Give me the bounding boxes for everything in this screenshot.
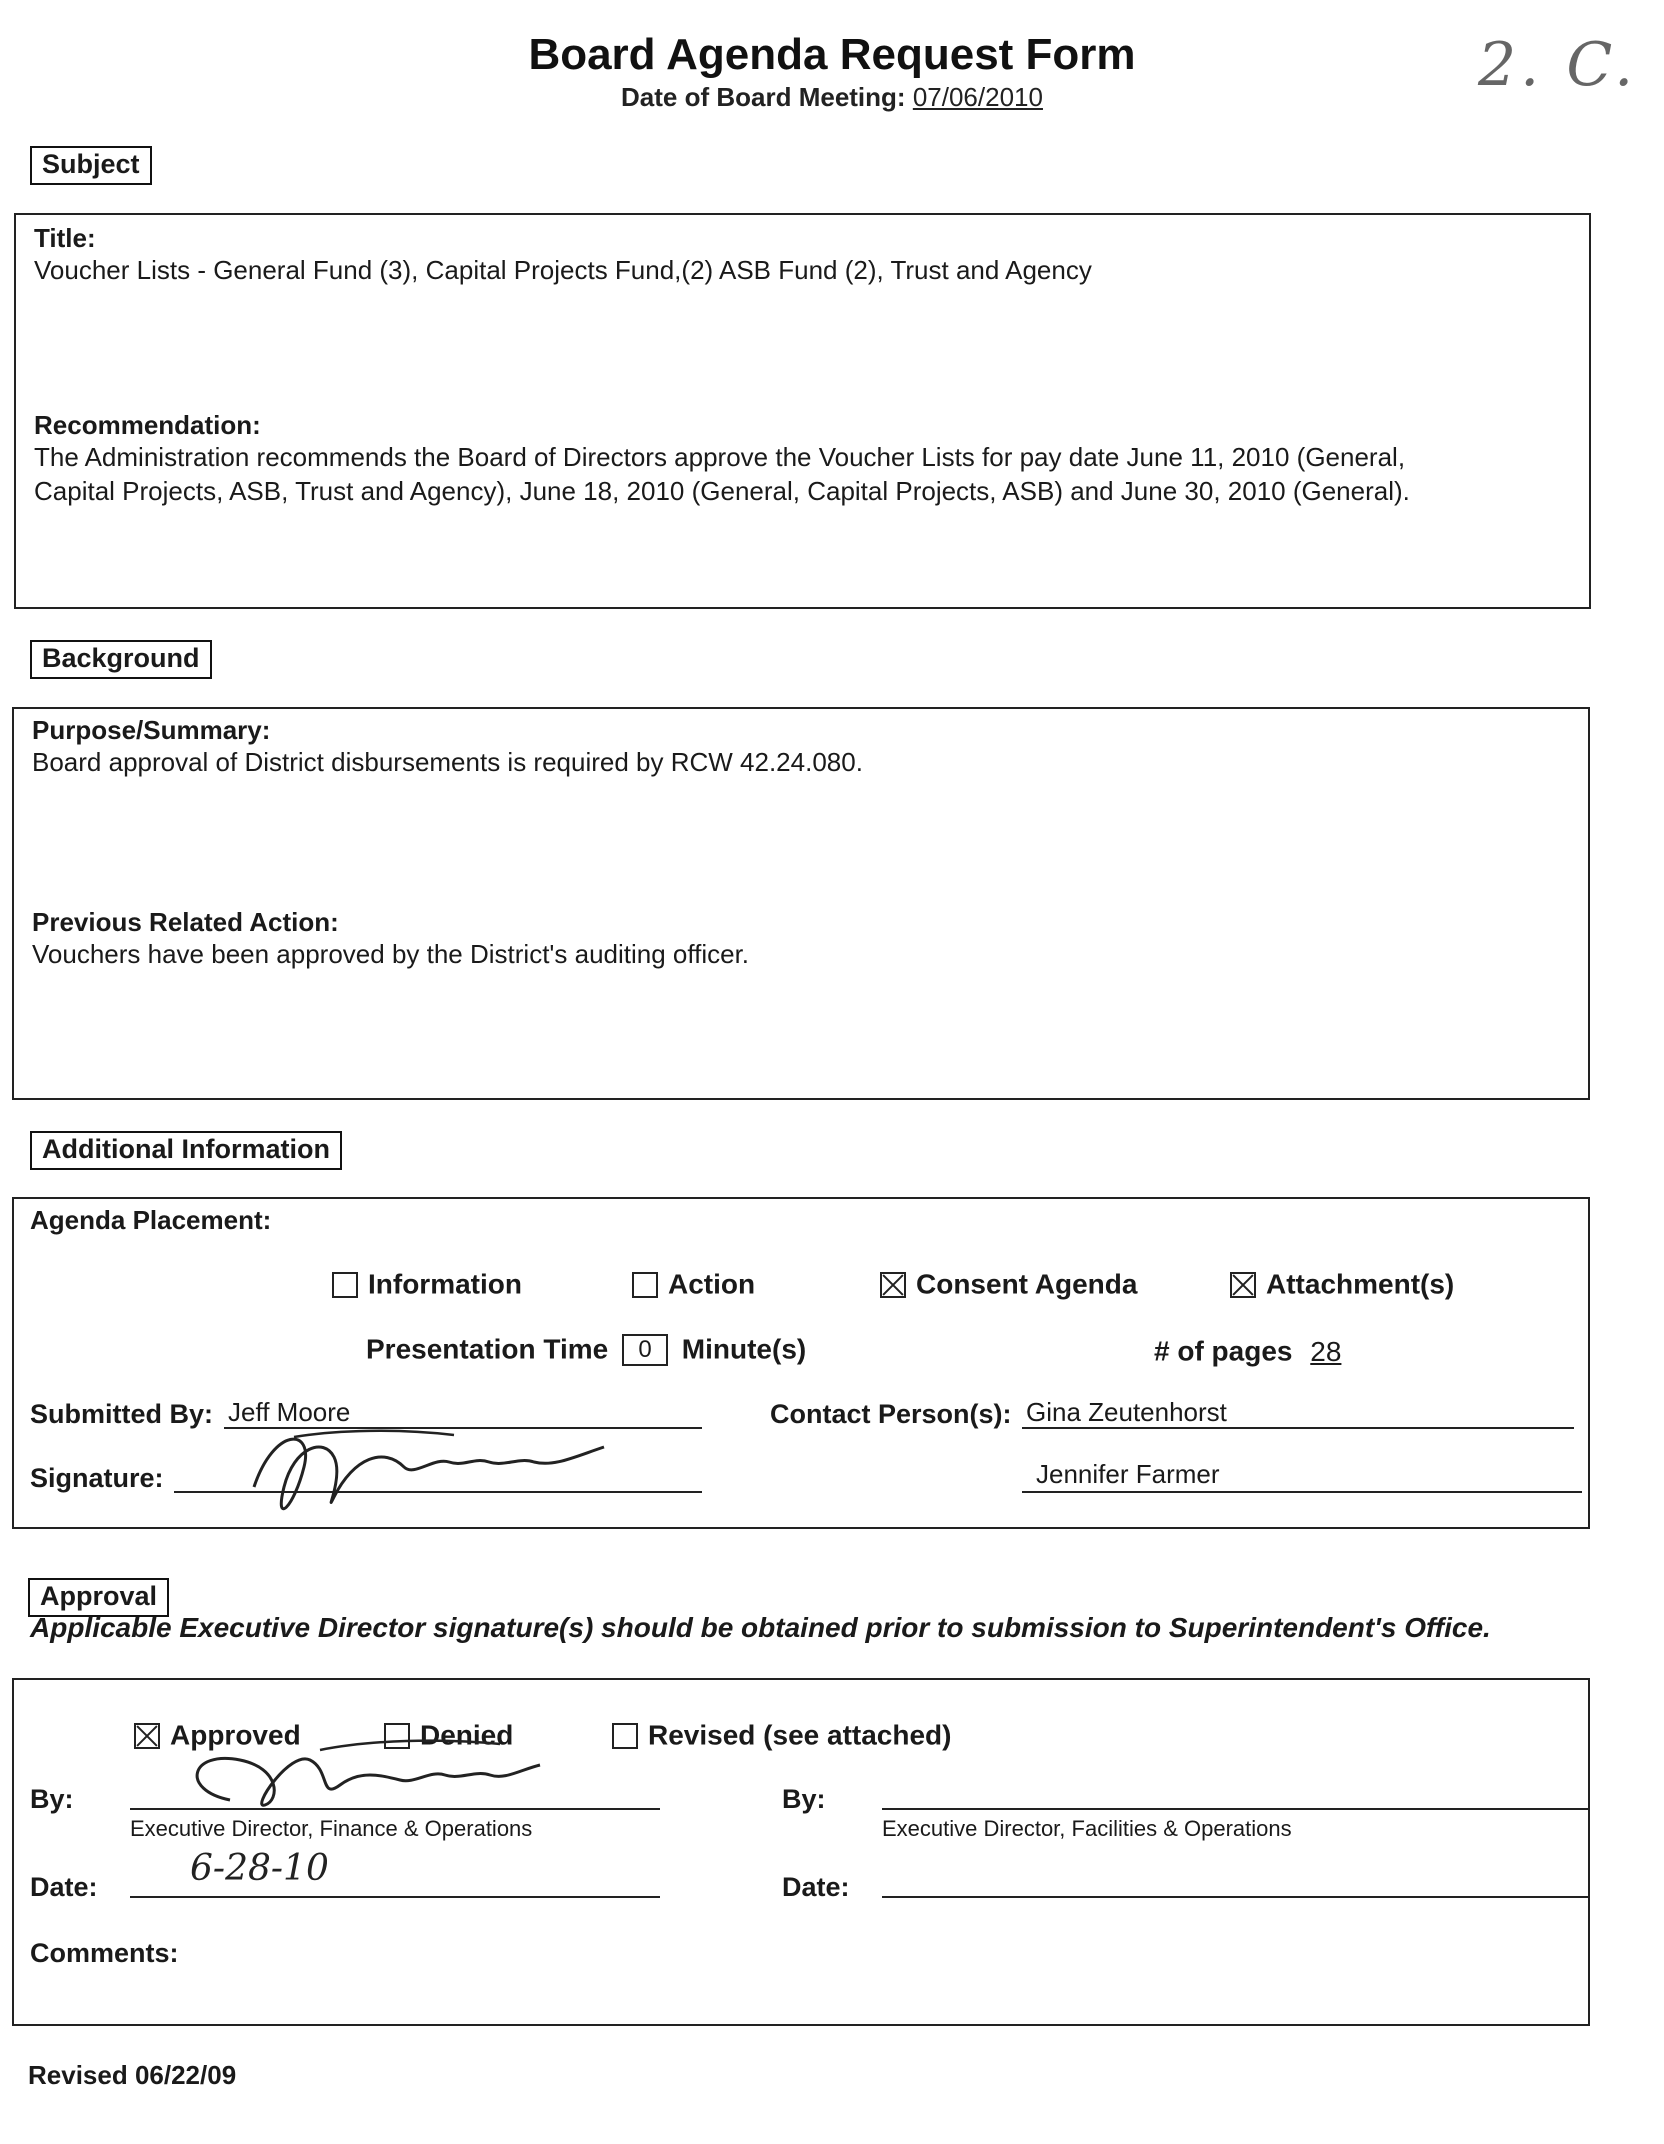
contact-person-label: Contact Person(s): [770,1399,1012,1429]
approval-panel [12,1678,1590,2026]
recommendation-label: Recommendation: [34,410,261,440]
comments-label: Comments: [30,1938,179,1968]
agenda-item-number: 2. C. [1478,30,1638,100]
presentation-time-field[interactable]: 0 [622,1334,668,1366]
page-count: # of pages 28 [1154,1335,1342,1367]
right-signer-title: Executive Director, Facilities & Operations [882,1816,1292,1841]
approval-section-label: Approval [28,1578,169,1617]
consent-agenda-checkbox[interactable] [880,1272,906,1298]
contact-person-field-1[interactable]: Gina Zeutenhorst [1022,1395,1574,1429]
action-checkbox[interactable] [632,1272,658,1298]
option-approved[interactable]: Approved [134,1718,301,1752]
signature-scribble-icon [234,1417,634,1527]
previous-action-text: Vouchers have been approved by the District's auditing officer. [32,939,750,969]
meeting-date-label: Date of Board Meeting: [621,82,906,112]
meeting-date-line [0,82,1664,113]
by-field-left[interactable] [130,1764,660,1810]
signature-label: Signature: [30,1463,164,1493]
submitted-by-label: Submitted By: [30,1399,214,1429]
subject-panel [14,213,1591,609]
approval-note: Applicable Executive Director signature(s) should be obtained prior to submission to Superintendent's Office. [30,1612,1491,1643]
option-action[interactable]: Action [632,1267,755,1301]
date-field-left[interactable]: 6-28-10 [130,1848,660,1898]
approval-signature-icon [170,1730,590,1820]
option-denied[interactable]: Denied [384,1718,513,1752]
title-label: Title: [34,223,96,253]
purpose-text: Board approval of District disbursements is required by RCW 42.24.080. [32,747,863,777]
additional-info-panel [12,1197,1590,1529]
information-checkbox[interactable] [332,1272,358,1298]
attachments-checkbox[interactable] [1230,1272,1256,1298]
option-attachments[interactable]: Attachment(s) [1230,1267,1454,1301]
subject-section-label: Subject [30,146,152,185]
by-label-right: By: [782,1784,826,1814]
background-panel [12,707,1590,1100]
page-count-value: 28 [1310,1335,1342,1367]
revised-checkbox[interactable] [612,1723,638,1749]
option-revised[interactable]: Revised (see attached) [612,1718,951,1752]
left-signer-title: Executive Director, Finance & Operations [130,1816,533,1841]
option-consent-agenda[interactable]: Consent Agenda [880,1267,1137,1301]
by-field-right[interactable] [882,1764,1588,1810]
signature-field[interactable] [174,1457,702,1493]
date-label-right: Date: [782,1872,850,1902]
revised-footer: Revised 06/22/09 [28,2060,237,2090]
presentation-time: Presentation Time 0 Minute(s) [366,1333,807,1365]
contact-person-field-2[interactable]: Jennifer Farmer [1022,1457,1582,1493]
option-information[interactable]: Information [332,1267,522,1301]
date-field-right[interactable] [882,1848,1588,1898]
date-label-left: Date: [30,1872,98,1902]
agenda-placement-label: Agenda Placement: [30,1205,272,1235]
recommendation-line-2: Capital Projects, ASB, Trust and Agency), June 18, 2010 (General, Capital Projects, ASB) and June 30, 2010 (General). [34,476,1410,506]
meeting-date-value: 07/06/2010 [912,82,1043,112]
background-section-label: Background [30,640,212,679]
previous-action-label: Previous Related Action: [32,907,339,937]
submitted-by-field[interactable]: Jeff Moore [224,1395,702,1429]
approved-checkbox[interactable] [134,1723,160,1749]
title-text: Voucher Lists - General Fund (3), Capital Projects Fund,(2) ASB Fund (2), Trust and Agency [34,255,1092,285]
purpose-label: Purpose/Summary: [32,715,271,745]
recommendation-line-1: The Administration recommends the Board of Directors approve the Voucher Lists for pay date June 11, 2010 (General, [34,442,1406,472]
form-title: Board Agenda Request Form [528,30,1136,79]
additional-info-section-label: Additional Information [30,1131,342,1170]
by-label-left: By: [30,1784,74,1814]
